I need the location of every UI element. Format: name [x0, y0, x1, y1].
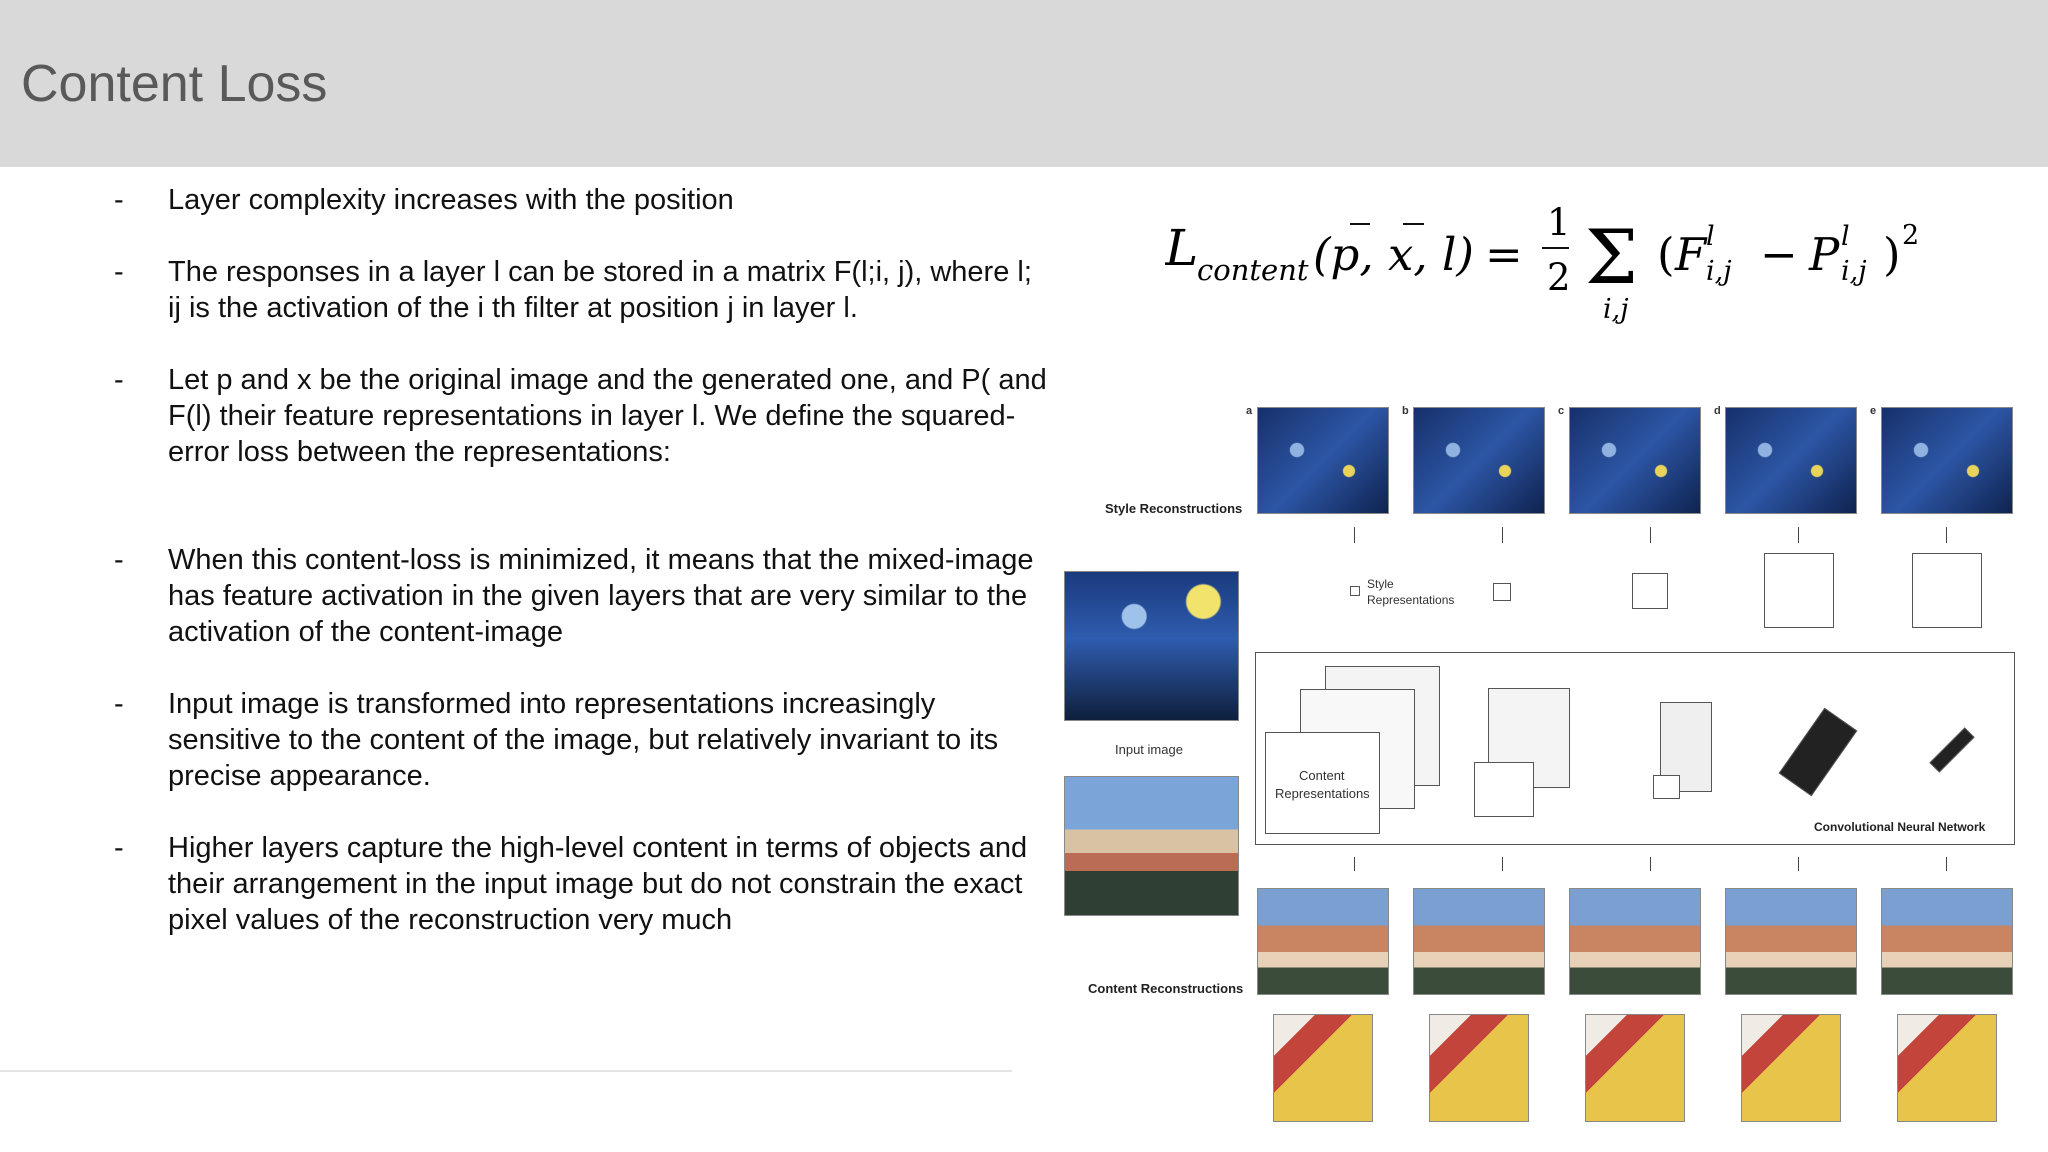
- formula-lhs-script: L: [1165, 219, 1199, 277]
- cnn-label: Convolutional Neural Network: [1814, 820, 1986, 834]
- style-reconstruction-b: [1413, 407, 1545, 514]
- input-style-image: [1064, 571, 1239, 721]
- formula-p-sup: l: [1841, 221, 1850, 252]
- bullet-item: [110, 254, 1050, 326]
- up-arrow: [1354, 527, 1355, 543]
- bullet-list: [110, 182, 1050, 938]
- slide-header: [0, 0, 2048, 167]
- style-rep-box-c: [1632, 573, 1668, 609]
- down-arrow: [1502, 857, 1503, 871]
- style-reconstructions-label: Style Reconstructions: [1105, 501, 1243, 516]
- input-content-image: [1064, 776, 1239, 916]
- style-transfer-figure: [1060, 395, 2020, 1145]
- style-reconstruction-d: [1725, 407, 1857, 514]
- bullet-item: [110, 830, 1050, 938]
- content-detail-d: [1741, 1014, 1841, 1122]
- bullet-marker: -: [114, 688, 124, 720]
- cnn-layer-front: [1474, 762, 1534, 817]
- bullet-marker: -: [114, 364, 124, 396]
- style-rep-box-e: [1912, 553, 1982, 628]
- style-rep-box-a: [1350, 586, 1360, 596]
- style-reconstruction-a: [1257, 407, 1389, 514]
- formula-sum: Σ: [1585, 213, 1639, 301]
- formula-sum-sub: i,j: [1603, 294, 1629, 325]
- formula-p: P: [1809, 228, 1840, 281]
- formula-power: 2: [1902, 220, 1920, 251]
- formula-args: (p, x, l): [1313, 228, 1474, 281]
- panel-letter: a: [1246, 405, 1253, 417]
- content-detail-b: [1429, 1014, 1529, 1122]
- bullet-text: Let p and x be the original image and the generated one, and P( and F(l) their feature representations in layer l. We define the squared-error loss between the representations:: [168, 364, 1047, 468]
- bullet-item: [110, 182, 1050, 218]
- bullet-text: Input image is transformed into representations increasingly sensitive to the content of the image, but relatively invariant to its precise appearance.: [168, 688, 999, 792]
- panel-letter: d: [1714, 405, 1721, 417]
- bullet-marker: -: [114, 832, 124, 864]
- content-detail-c: [1585, 1014, 1685, 1122]
- bullet-marker: -: [114, 544, 124, 576]
- bullet-item: [110, 686, 1050, 794]
- bullet-item: [110, 362, 1050, 470]
- down-arrow: [1798, 857, 1799, 871]
- content-loss-formula: [1165, 190, 1925, 340]
- style-rep-box-b: [1493, 583, 1511, 601]
- formula-f-sub: i,j: [1706, 256, 1732, 287]
- formula-equals: =: [1485, 228, 1523, 281]
- up-arrow: [1946, 527, 1947, 543]
- input-image-label: Input image: [1115, 742, 1183, 757]
- cnn-layer-front: [1653, 775, 1680, 799]
- bullet-text: When this content-loss is minimized, it means that the mixed-image has feature activation in the given layers that are very similar to the activation of the content-image: [168, 544, 1034, 648]
- panel-letter: e: [1870, 405, 1877, 417]
- bullet-marker: -: [114, 256, 124, 288]
- formula-f-sup: l: [1706, 221, 1715, 252]
- formula-f: F: [1675, 228, 1707, 281]
- formula-minus: −: [1760, 228, 1798, 281]
- bullet-text: Higher layers capture the high-level content in terms of objects and their arrangement in the input image but do not constrain the exact pixel values of the reconstruction very much: [168, 832, 1028, 936]
- formula-close-paren: ): [1883, 228, 1901, 281]
- bullet-marker: -: [114, 184, 124, 216]
- bullet-item: [110, 542, 1050, 650]
- content-detail-a: [1273, 1014, 1373, 1122]
- content-reconstruction-d: [1725, 888, 1857, 995]
- down-arrow: [1946, 857, 1947, 871]
- content-detail-e: [1897, 1014, 1997, 1122]
- panel-letter: b: [1402, 405, 1409, 417]
- content-reconstruction-e: [1881, 888, 2013, 995]
- formula-open-paren: (: [1657, 228, 1675, 281]
- style-rep-box-d: [1764, 553, 1834, 628]
- up-arrow: [1502, 527, 1503, 543]
- up-arrow: [1798, 527, 1799, 543]
- formula-lhs-sub: content: [1197, 253, 1309, 287]
- content-rep-label-1: Content: [1299, 768, 1345, 783]
- content-reconstruction-b: [1413, 888, 1545, 995]
- formula-frac-den: 2: [1547, 256, 1571, 299]
- content-reconstruction-a: [1257, 888, 1389, 995]
- content-rep-box: [1265, 732, 1380, 834]
- content-reconstructions-label: Content Reconstructions: [1088, 981, 1244, 996]
- panel-letter: c: [1558, 405, 1565, 417]
- up-arrow: [1650, 527, 1651, 543]
- style-rep-label-1: Style: [1367, 577, 1394, 591]
- formula-p-sub: i,j: [1841, 256, 1867, 287]
- style-rep-label-2: Representations: [1367, 593, 1455, 607]
- slide-title: Content Loss: [21, 55, 328, 113]
- bullet-text: Layer complexity increases with the position: [168, 184, 734, 216]
- footer-divider: [0, 1070, 1012, 1072]
- formula-frac-num: 1: [1547, 201, 1571, 244]
- bullet-text: The responses in a layer l can be stored in a matrix F(l;i, j), where l; ij is the activation of the i th filter at position j in layer l.: [168, 256, 1032, 324]
- down-arrow: [1650, 857, 1651, 871]
- down-arrow: [1354, 857, 1355, 871]
- content-reconstruction-c: [1569, 888, 1701, 995]
- style-reconstruction-e: [1881, 407, 2013, 514]
- content-rep-label-2: Representations: [1275, 786, 1370, 801]
- style-reconstruction-c: [1569, 407, 1701, 514]
